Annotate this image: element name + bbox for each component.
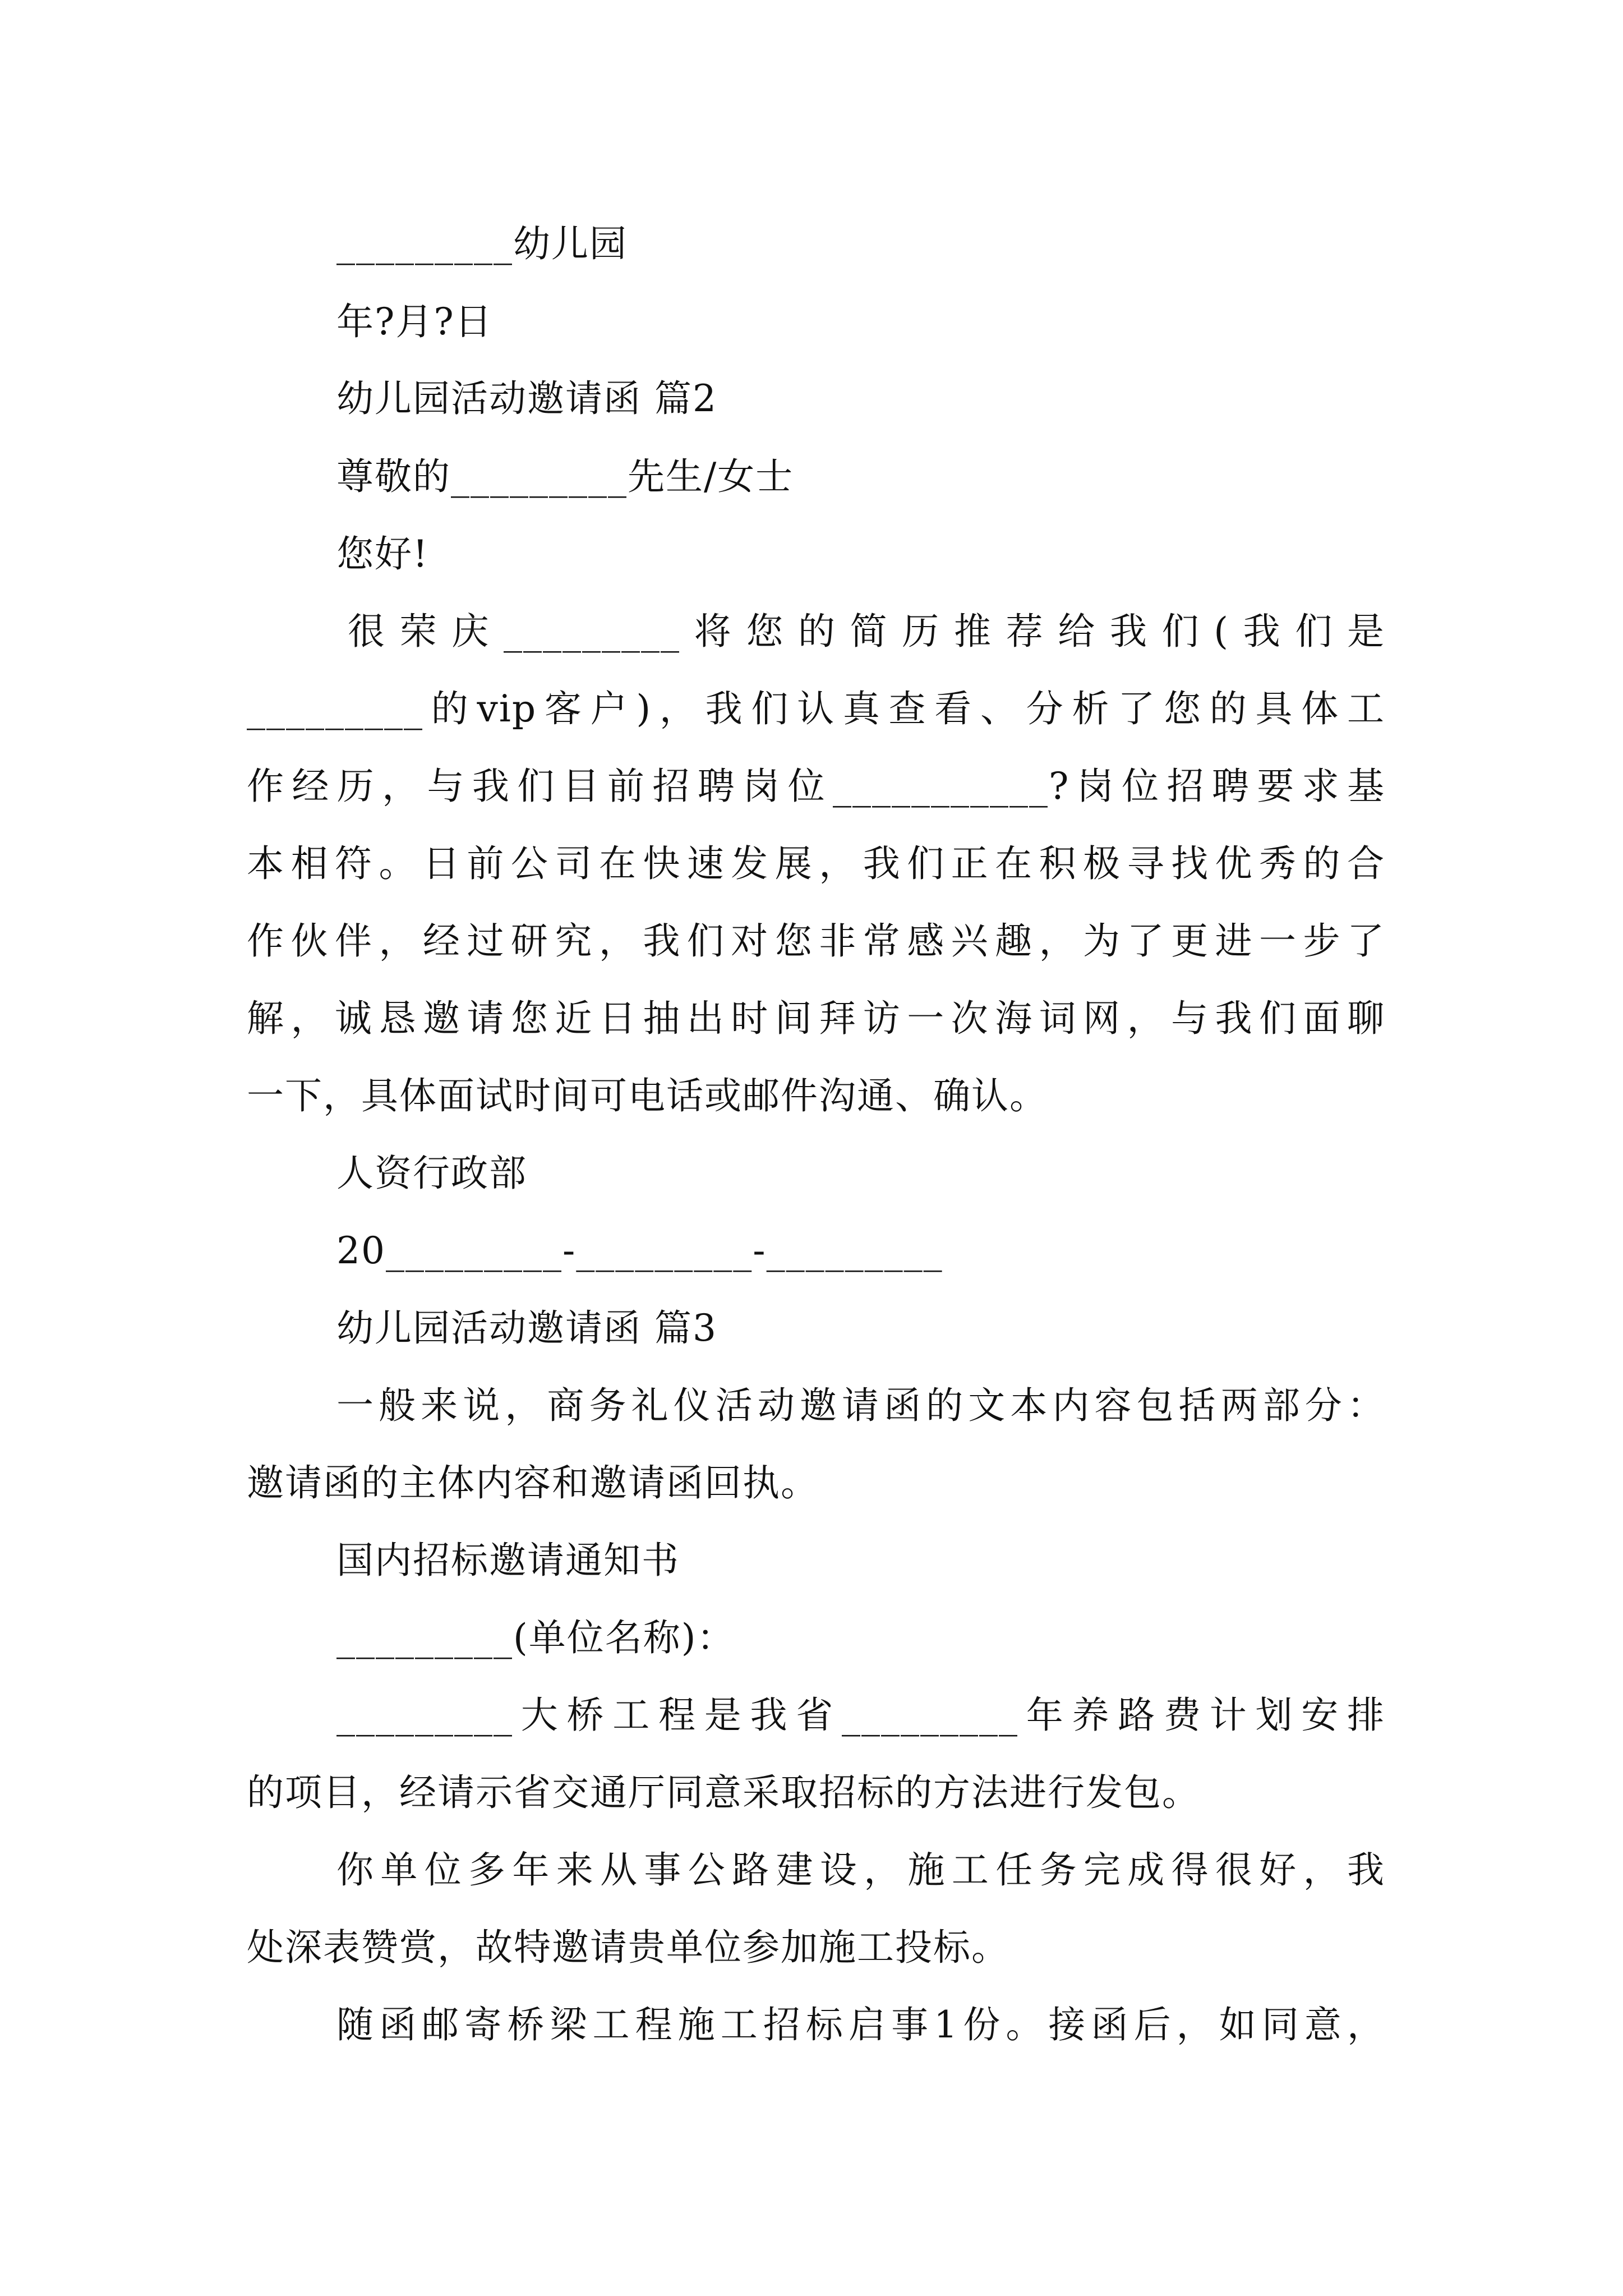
paragraph-line: 作伙伴，经过研究，我们对您非常感兴趣，为了更进一步了	[247, 919, 1385, 963]
section-heading-3: 幼儿园活动邀请函 篇3	[336, 1306, 717, 1350]
paragraph-line: 处深表赞赏，故特邀请贵单位参加施工投标。	[247, 1926, 1009, 1969]
paragraph-line: 作经历，与我们目前招聘岗位___________?岗位招聘要求基	[247, 765, 1385, 808]
paragraph-line: 很荣庆_________将您的简历推荐给我们(我们是	[348, 610, 1385, 653]
recipient-line: _________(单位名称)：	[336, 1616, 735, 1659]
date-blank-line: 20_________-_________-_________	[336, 1229, 943, 1272]
salutation: 尊敬的_________先生/女士	[336, 455, 794, 498]
paragraph-line: 本相符。日前公司在快速发展，我们正在积极寻找优秀的合	[247, 842, 1385, 885]
notice-title: 国内招标邀请通知书	[336, 1539, 680, 1582]
paragraph-line: _________的vip客户)，我们认真查看、分析了您的具体工	[247, 687, 1385, 730]
paragraph-line: _________大桥工程是我省_________年养路费计划安排	[336, 1694, 1385, 1737]
department-signature: 人资行政部	[336, 1152, 527, 1195]
paragraph-line: 你单位多年来从事公路建设，施工任务完成得很好，我	[336, 1848, 1385, 1892]
paragraph-line: 邀请函的主体内容和邀请函回执。	[247, 1461, 819, 1504]
paragraph-line: 一下，具体面试时间可电话或邮件沟通、确认。	[247, 1074, 1048, 1117]
paragraph-line: 的项目，经请示省交通厅同意采取招标的方法进行发包。	[247, 1771, 1200, 1814]
kindergarten-signature: _________幼儿园	[336, 222, 628, 265]
paragraph-line: 一般来说，商务礼仪活动邀请函的文本内容包括两部分：	[336, 1384, 1385, 1427]
paragraph-line: 随函邮寄桥梁工程施工招标启事1份。接函后，如同意，	[336, 2003, 1385, 2046]
paragraph-line: 解，诚恳邀请您近日抽出时间拜访一次海词网，与我们面聊	[247, 997, 1385, 1040]
greeting: 您好!	[336, 532, 429, 576]
date-line: 年?月?日	[336, 300, 493, 343]
section-heading-2: 幼儿园活动邀请函 篇2	[336, 377, 717, 420]
